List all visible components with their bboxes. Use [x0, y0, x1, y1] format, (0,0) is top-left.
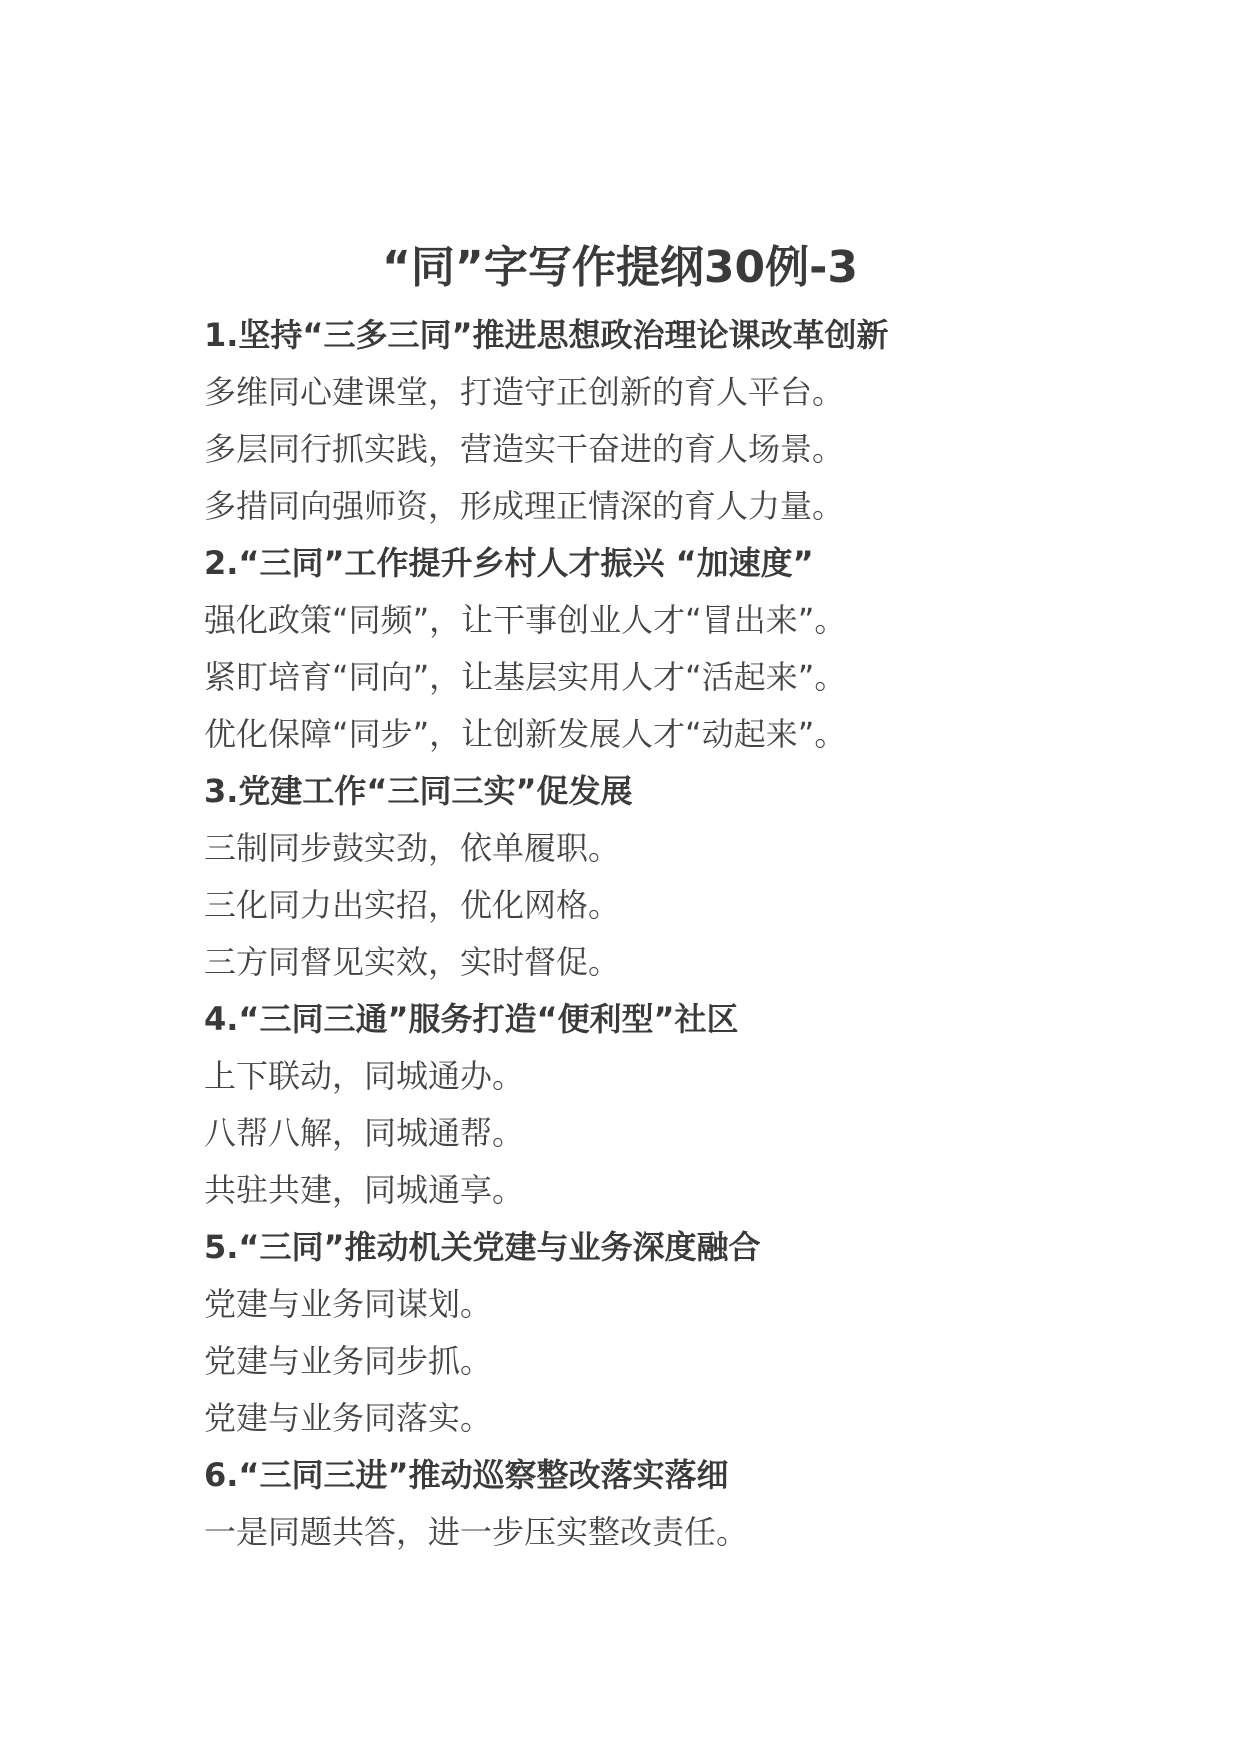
section-4-item-2: 八帮八解，同城通帮。	[204, 1114, 525, 1152]
section-heading-2: 2.“三同”工作提升乡村人才振兴 “加速度”	[204, 544, 814, 582]
section-6-item-1: 一是同题共答，进一步压实整改责任。	[204, 1513, 749, 1551]
section-5-item-3: 党建与业务同落实。	[204, 1399, 493, 1437]
section-1-item-2: 多层同行抓实践，营造实干奋进的育人场景。	[204, 430, 845, 468]
section-4-item-1: 上下联动，同城通办。	[204, 1057, 525, 1095]
section-5-item-2: 党建与业务同步抓。	[204, 1342, 493, 1380]
section-heading-3: 3.党建工作“三同三实”促发展	[204, 772, 633, 810]
section-3-item-3: 三方同督见实效，实时督促。	[204, 943, 621, 981]
section-2-item-3: 优化保障“同步”，让创新发展人才“动起来”。	[204, 715, 847, 753]
section-1-item-1: 多维同心建课堂，打造守正创新的育人平台。	[204, 373, 845, 411]
document-title: “同”字写作提纲30例-3	[382, 242, 858, 293]
section-heading-1: 1.坚持“三多三同”推进思想政治理论课改革创新	[204, 316, 889, 354]
section-3-item-2: 三化同力出实招，优化网格。	[204, 886, 621, 924]
document-body	[204, 307, 1204, 1561]
section-4-item-3: 共驻共建，同城通享。	[204, 1171, 525, 1209]
section-heading-6: 6.“三同三进”推动巡察整改落实落细	[204, 1456, 729, 1494]
section-3-item-1: 三制同步鼓实劲，依单履职。	[204, 829, 621, 867]
section-5-item-1: 党建与业务同谋划。	[204, 1285, 493, 1323]
section-heading-4: 4.“三同三通”服务打造“便利型”社区	[204, 1000, 739, 1038]
section-2-item-1: 强化政策“同频”，让干事创业人才“冒出来”。	[204, 601, 847, 639]
section-heading-5: 5.“三同”推动机关党建与业务深度融合	[204, 1228, 761, 1266]
section-1-item-3: 多措同向强师资，形成理正情深的育人力量。	[204, 487, 845, 525]
section-2-item-2: 紧盯培育“同向”，让基层实用人才“活起来”。	[204, 658, 847, 696]
